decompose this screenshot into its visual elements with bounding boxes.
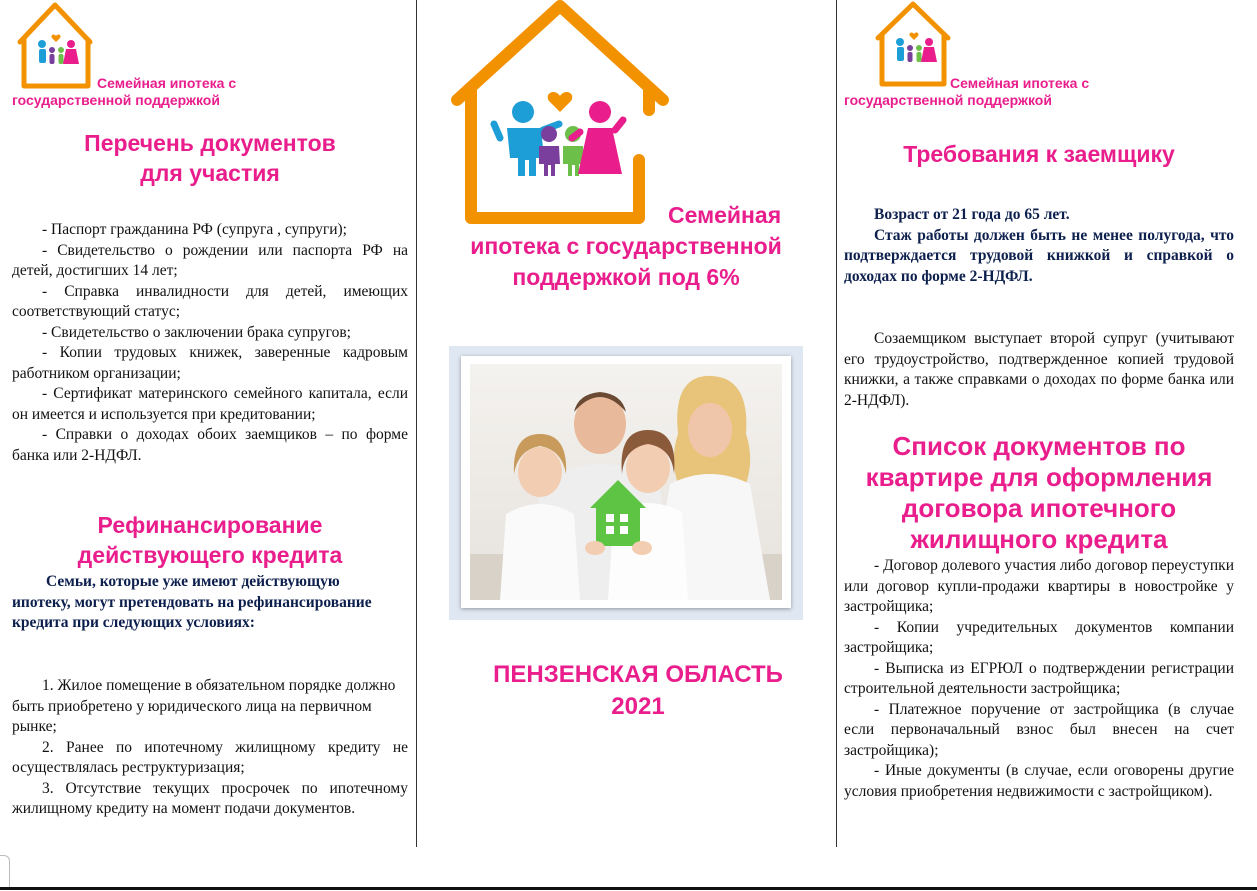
left-brand-line1: Семейная ипотека с [97,75,237,91]
apartment-doc-item: - Платежное поручение от застройщика (в случае если первоначальный взнос был внесен на счет застройщика); [844,700,1234,759]
docs-item: - Свидетельство о заключении брака супругов; [42,323,351,341]
right-brand-line2: государственной поддержкой [844,92,1052,108]
docs-heading-line2: для участия [140,160,280,186]
main-title-line2: ипотека с государственной [470,233,782,259]
refi-conditions [12,676,408,820]
docs-heading-line1: Перечень документов [84,130,336,156]
refi-item: 3. Отсутствие текущих просрочек по ипотечному жилищному кредиту на момент подачи документов. [12,779,408,817]
coborrower-text [844,329,1234,411]
apartment-docs-heading [844,431,1234,555]
docs-item: - Справки о доходах обоих заемщиков – по форме банка или 2-НДФЛ. [12,426,408,464]
region-title-line2: 2021 [611,693,665,720]
main-title [418,231,834,293]
refi-intro-text: Семьи, которые уже имеют действующую ипотеку, могут претендовать на рефинансирование кредита при следующих условиях: [12,573,372,631]
refi-heading-line2: действующего кредита [77,542,343,568]
apartment-docs-heading-line4: жилищного кредита [910,524,1168,554]
apartment-doc-item: - Копии учредительных документов компании застройщика; [844,618,1234,656]
region-title-line1: ПЕНЗЕНСКАЯ ОБЛАСТЬ [493,661,783,688]
docs-item: - Сертификат материнского семейного капитала, если он имеется и используется при кредитовании; [12,385,408,423]
family-house-large-icon [445,0,675,228]
requirement-experience: Стаж работы должен быть не менее полугода, что подтверждается трудовой книжкой и справкой о доходах по форме 2-НДФЛ. [844,226,1234,285]
apartment-doc-item: - Иные документы (в случае, если оговорены другие условия приобретения недвижимости с застройщиком). [844,762,1234,800]
docs-item: - Свидетельство о рождении или паспорта РФ на детей, достигших 14 лет; [12,241,408,279]
main-title-line3: поддержкой под 6% [512,264,740,290]
docs-list [12,220,408,466]
main-logo [445,0,675,233]
column-divider-left [416,0,417,847]
requirements-heading: Требования к заемщику [903,141,1175,167]
page-corner [0,855,10,887]
apartment-docs-heading-line2: квартире для оформления [865,462,1213,492]
right-brand [844,75,1144,109]
refi-heading-line1: Рефинансирование [97,512,323,538]
requirements-text [844,205,1234,287]
left-brand [12,75,312,109]
apartment-docs-heading-line1: Список документов по [892,431,1186,461]
apartment-docs-list [844,556,1234,802]
column-divider-right [836,0,837,847]
bottom-border [0,887,1257,890]
apartment-docs-heading-line3: договора ипотечного [901,493,1177,523]
family-photo-image [470,364,782,600]
main-title-word: Семейная [668,202,782,228]
docs-item: - Справка инвалидности для детей, имеющих соответствующий статус; [12,282,408,320]
coborrower-paragraph: Созаемщиком выступает второй супруг (учитывают его трудоустройство, подтвержденное копией трудовой книжки, а также справками о доходах по форме банка или 2-НДФЛ). [844,330,1234,409]
apartment-doc-item: - Договор долевого участия либо договор переуступки или договор купли-продажи квартиры в новостройке у застройщика; [844,557,1234,615]
docs-heading [12,128,408,188]
region-title [468,659,808,723]
apartment-doc-item: - Выписка из ЕГРЮЛ о подтверждении регистрации строительной деятельности застройщика; [844,659,1234,697]
refi-heading [12,510,408,570]
docs-item: - Копии трудовых книжек, заверенные кадровым работником организации; [12,344,408,382]
left-brand-line2: государственной поддержкой [12,92,220,108]
refi-intro [12,572,392,634]
docs-item: - Паспорт гражданина РФ (супруга , супруги); [42,221,347,238]
refi-item: 1. Жилое помещение в обязательном порядке должно быть приобретено у юридического лица на первичном рынке; [12,677,396,735]
family-photo [461,356,791,608]
family-photo-frame [449,346,803,620]
right-brand-line1: Семейная ипотека с [950,75,1090,91]
requirement-age: Возраст от 21 года до 65 лет. [874,206,1070,223]
refi-item: 2. Ранее по ипотечному жилищному кредиту не осуществлялась реструктуризация; [12,738,408,776]
